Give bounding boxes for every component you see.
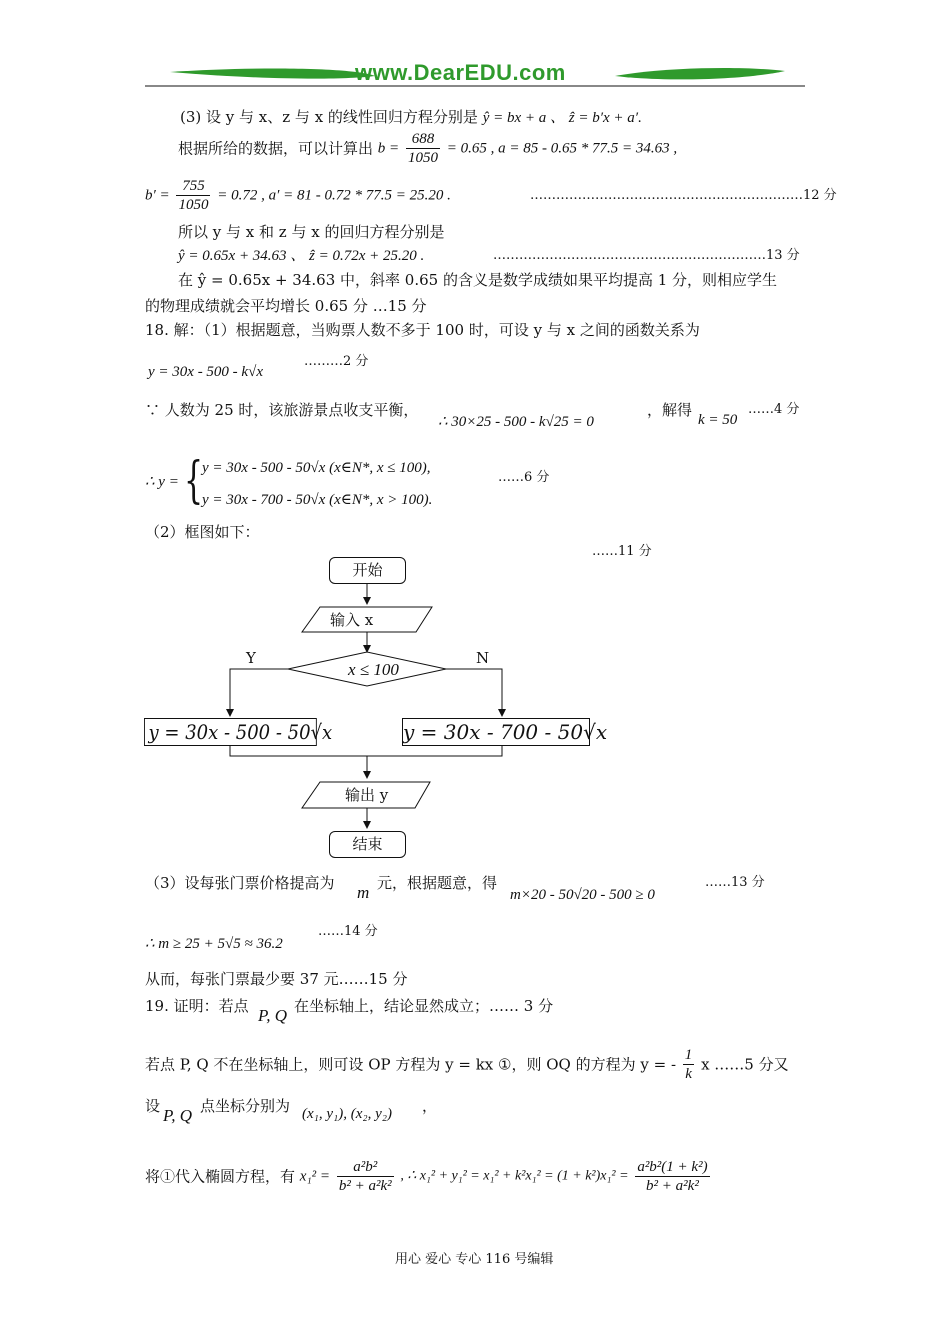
score-2: ………2 分: [304, 354, 369, 369]
line-6: 在 ŷ = 0.65x + 34.63 中，斜率 0.65 的含义是数学成绩如果平均提高 1 分，则相应学生: [178, 271, 778, 289]
score-14: ……14 分: [318, 924, 378, 939]
line-16-pq: P, Q: [258, 1006, 287, 1025]
line-13: （3）设每张门票价格提高为: [145, 874, 335, 892]
fraction-x1-sq: $\frac{\text{a²b²}}{\text{b² + a²k²}}$: [338, 1159, 392, 1194]
line-14-eq: ∴ m ≥ 25 + 5√5 ≈ 36.2: [145, 936, 283, 952]
line-11-case-a: y = 30x - 500 - 50√x (x∈N*, x ≤ 100),: [202, 460, 431, 476]
line-10-mid: ，解得: [647, 401, 693, 419]
flow-output-label: 输出 y: [345, 786, 389, 804]
branch-no: [446, 669, 502, 716]
line-16-post: 在坐标轴上，结论显然成立；…… 3 分: [294, 997, 554, 1015]
flow-cond-label: x ≤ 100: [348, 660, 399, 679]
fraction-b: $\frac{688}{1050}$: [407, 131, 438, 166]
fraction-result: $\frac{\text{a²b²(1 + k²)}}{\text{b² + a²k²}}$: [637, 1159, 708, 1194]
line-11-case-b: y = 30x - 700 - 50√x (x∈N*, x > 100).: [202, 492, 433, 508]
line-13-m: m: [357, 883, 370, 902]
flow-start: 开始: [329, 557, 406, 584]
flow-no-label: N: [476, 649, 490, 667]
flowchart: [140, 552, 608, 862]
score-12: ………………………………………………………12 分: [530, 188, 837, 203]
line-16: 19. 证明：若点: [145, 997, 249, 1015]
line-4: 所以 y 与 x 和 z 与 x 的回归方程分别是: [178, 223, 445, 241]
fraction-1-over-k: $\frac{1}{k}$: [684, 1047, 693, 1082]
flow-yes-label: Y: [246, 649, 256, 667]
line-10: ∵ 人数为 25 时，该旅游景点收支平衡，: [145, 401, 419, 419]
page-footer: 用心 爱心 专心 116 号编辑: [395, 1252, 554, 1267]
logo-text: www.DearEDU.com: [355, 60, 566, 85]
branch-yes: [230, 669, 288, 716]
line-1: (3) 设 y 与 x、z 与 x 的线性回归方程分别是 ŷ = bx + a 、 ẑ = b′x + a′.: [180, 108, 642, 126]
line-3: b′ = $\frac{755}{1050}$ = 0.72 , a′ = 81 - 0.72 * 77.5 = 25.20 .: [145, 178, 451, 213]
piecewise-brace: {: [184, 451, 204, 509]
fraction-b-prime: $\frac{755}{1050}$: [178, 178, 209, 213]
flow-input-label: 输入 x: [330, 611, 374, 629]
line-18-eq: (x₁, y₁), (x₂, y₂): [302, 1106, 392, 1122]
line-12: （2）框图如下：: [145, 523, 260, 541]
line-9-eq: y = 30x - 500 - k√x: [148, 364, 263, 380]
score-13b: ……13 分: [705, 875, 765, 890]
line-13-mid: 元，根据题意，得: [377, 874, 498, 892]
line-7: 的物理成绩就会平均增长 0.65 分 …15 分: [145, 297, 427, 315]
flow-left-process: y = 30x - 500 - 50√x: [144, 718, 317, 746]
header-logo: [145, 58, 805, 94]
flow-end: 结束: [329, 831, 406, 858]
score-4: ……4 分: [748, 402, 800, 417]
line-13-eq: m×20 - 50√20 - 500 ≥ 0: [510, 887, 655, 903]
score-6: ……6 分: [498, 470, 550, 485]
score-11: ……11 分: [592, 544, 652, 559]
flow-right-process: y = 30x - 700 - 50√x: [403, 720, 608, 744]
score-13: ………………………………………………………13 分: [493, 248, 800, 263]
line-17: 若点 P, Q 不在坐标轴上，则可设 OP 方程为 y = kx ①，则 OQ 的方程为 y = - $\frac{1}{k}$ x ……5 分又: [145, 1047, 789, 1082]
merge-line: [230, 746, 502, 756]
line-2: 根据所给的数据，可以计算出 b = $\frac{688}{1050}$ = 0.65 , a = 85 - 0.65 * 77.5 = 34.63 ,: [178, 131, 678, 166]
line-5: ŷ = 0.65x + 34.63 、 ẑ = 0.72x + 25.20 .: [178, 248, 425, 264]
line-10-eq: ∴ 30×25 - 500 - k√25 = 0: [438, 414, 594, 430]
line-11-lhs: ∴ y =: [145, 474, 179, 490]
line-15: 从而，每张门票最少要 37 元……15 分: [145, 970, 408, 988]
line-18: 设: [145, 1097, 161, 1115]
flowchart-connectors: [140, 552, 608, 862]
line-18-mid: 点坐标分别为: [200, 1097, 291, 1115]
line-18-pq: P, Q: [163, 1106, 192, 1125]
line-10-k: k = 50: [698, 412, 738, 428]
line-19: 将①代入椭圆方程，有 x₁² = $\frac{\text{a²b²}}{\text{b² + a²k²}}$ , ∴ x₁² + y₁² = x₁² + k²x₁² = (1 + k²)x₁² = $\frac{\text{a²b²(1 + k²)}}{\text{b² + a²k²}}$: [145, 1159, 708, 1194]
line-18-end: ，: [422, 1097, 438, 1115]
line-8: 18. 解：（1）根据题意，当购票人数不多于 100 时，可设 y 与 x 之间的函数关系为: [145, 321, 700, 339]
